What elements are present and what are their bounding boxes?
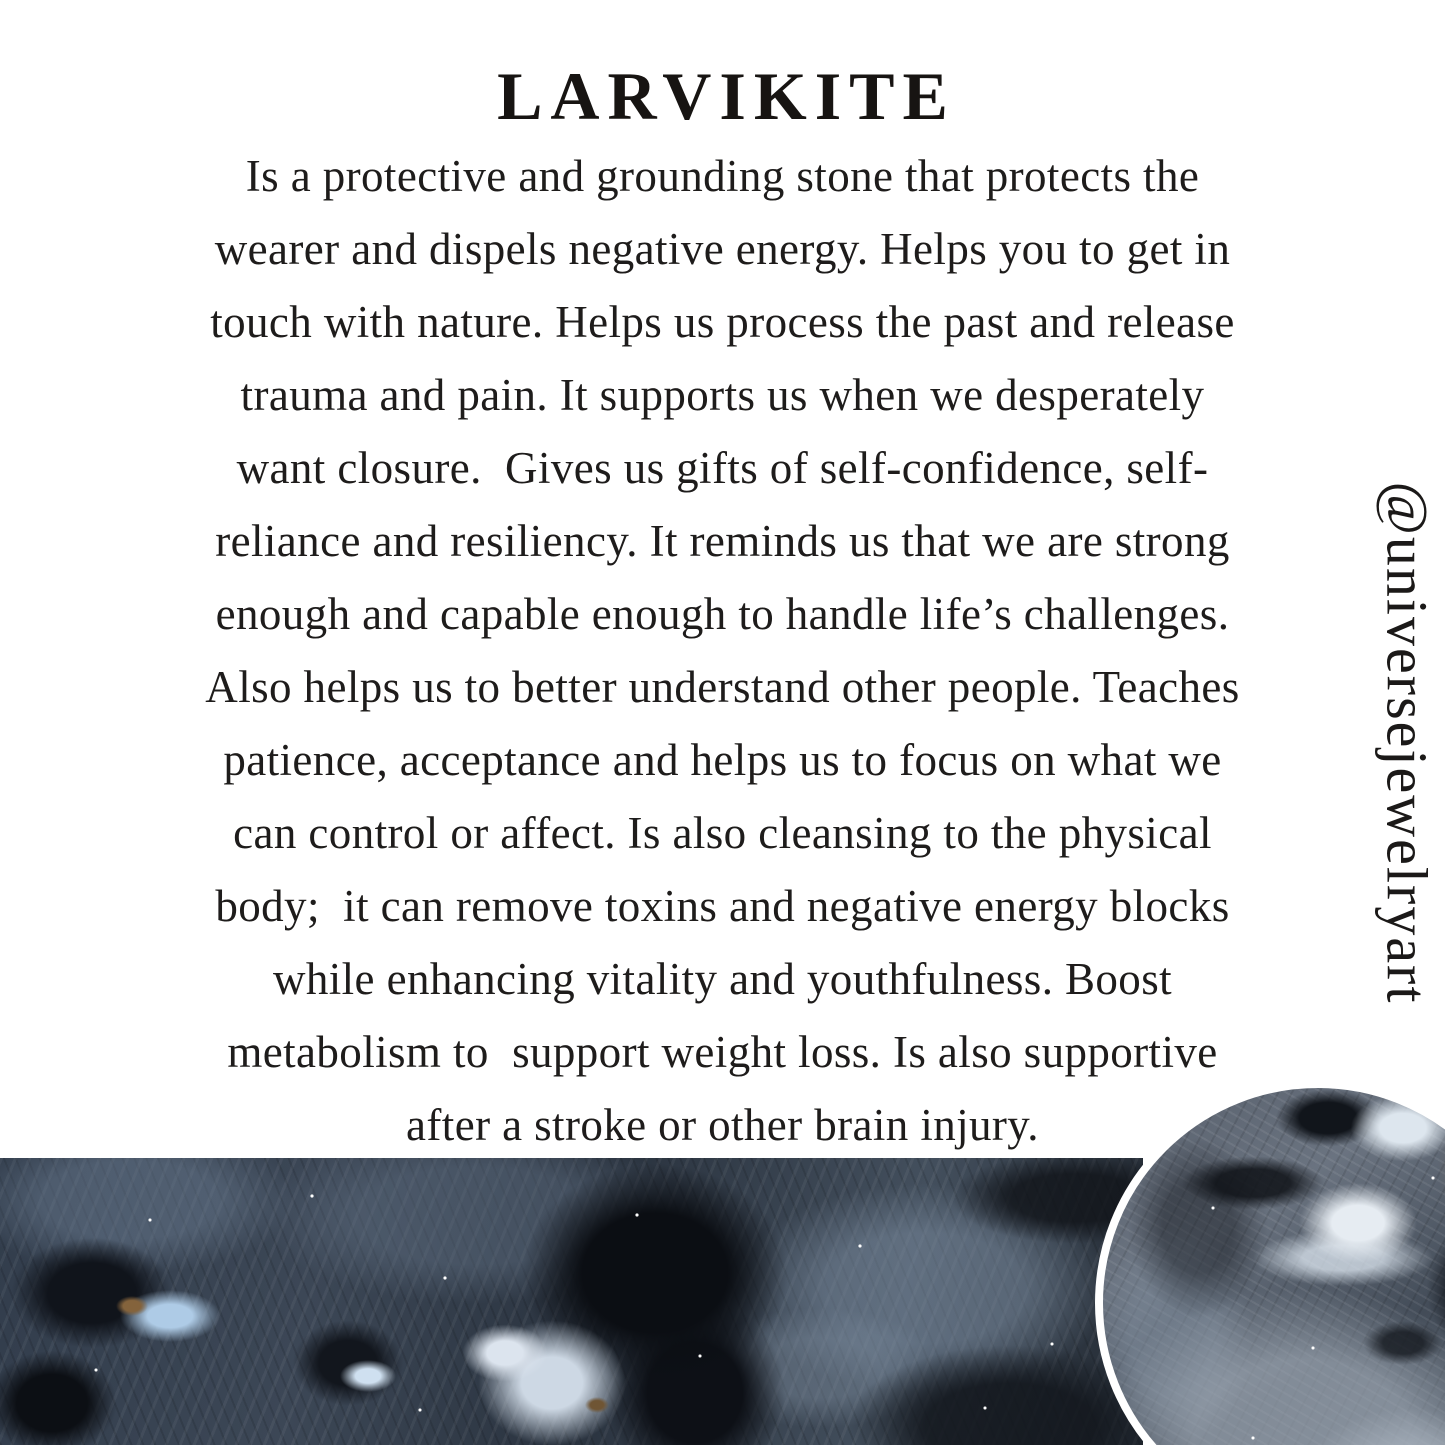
- description-line: metabolism to support weight loss. Is also supportive: [227, 1027, 1218, 1077]
- description-line: body; it can remove toxins and negative energy blocks: [215, 881, 1230, 931]
- description-text: [0, 140, 1445, 1162]
- description-line: touch with nature. Helps us process the past and release: [210, 297, 1235, 347]
- description-line: after a stroke or other brain injury.: [406, 1100, 1039, 1150]
- description-line: enough and capable enough to handle life’s challenges.: [215, 589, 1230, 639]
- description-line: Is a protective and grounding stone that protects the: [245, 151, 1200, 201]
- description-line: Also helps us to better understand other people. Teaches: [205, 662, 1240, 712]
- description-line: wearer and dispels negative energy. Helps you to get in: [214, 224, 1231, 274]
- description-line: can control or affect. Is also cleansing to the physical: [233, 808, 1212, 858]
- page-title: LARVIKITE: [497, 58, 956, 134]
- description-line: patience, acceptance and helps us to focus on what we: [223, 735, 1222, 785]
- description-line: want closure. Gives us gifts of self-confidence, self-: [236, 443, 1209, 493]
- instagram-handle-vertical: @universejewelryart: [1374, 481, 1440, 1005]
- description-line: trauma and pain. It supports us when we desperately: [240, 370, 1205, 420]
- stone-photo-strip: [0, 1158, 1143, 1445]
- description-line: while enhancing vitality and youthfulness. Boost: [272, 954, 1173, 1004]
- description-line: reliance and resiliency. It reminds us that we are strong: [215, 516, 1230, 566]
